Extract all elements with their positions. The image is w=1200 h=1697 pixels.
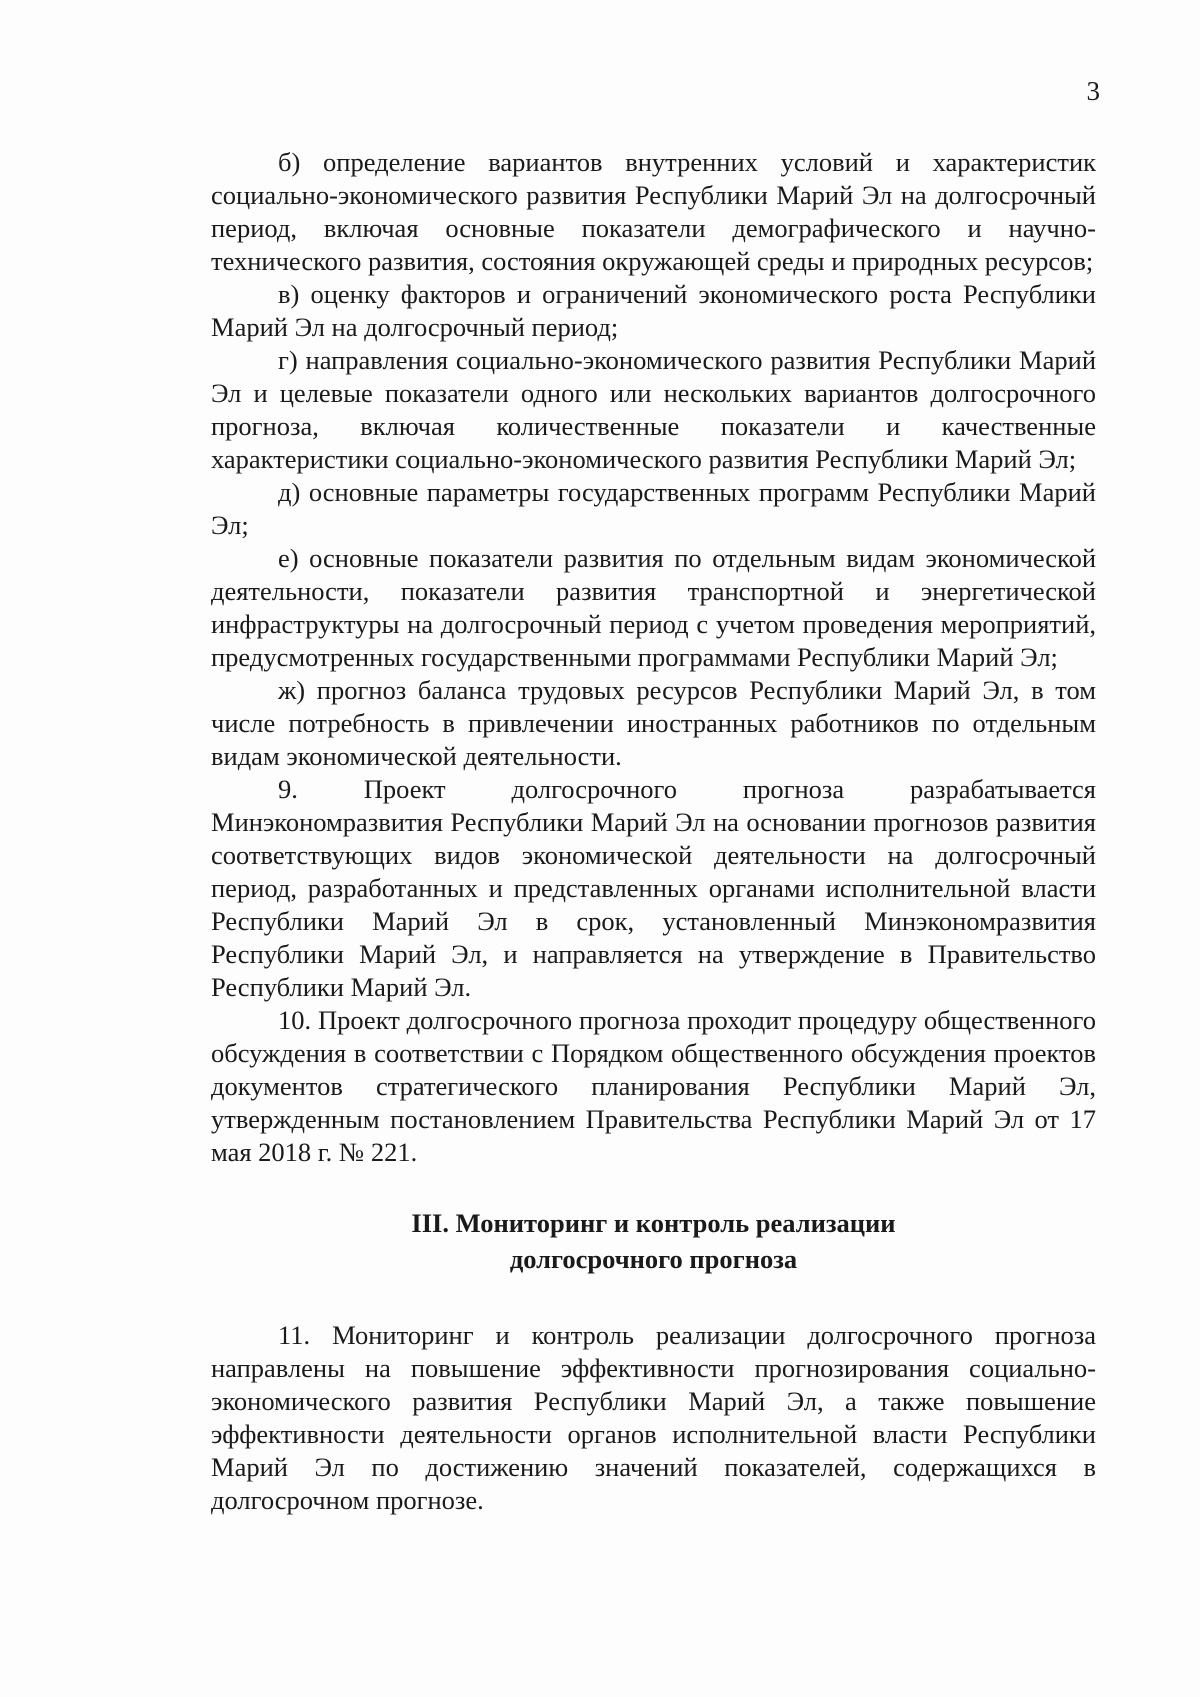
section-heading-line-2: долгосрочного прогноза — [509, 1244, 798, 1274]
paragraph-v: в) оценку факторов и ограничений экономического роста Республики Марий Эл на долгосрочный период; — [211, 279, 1096, 342]
paragraph-10: 10. Проект долгосрочного прогноза проходит процедуру общественного обсуждения в соответствии с Порядком общественного обсуждения проектов документов стратегического планирования Республики Марий Эл, утвержденным постановлением Правительства Республики Марий Эл от 17 мая 2018 г. № 221. — [211, 1005, 1096, 1167]
paragraph-11: 11. Мониторинг и контроль реализации долгосрочного прогноза направлены на повышение эффективности прогнозирования социально-экономического развития Республики Марий Эл, а также повышение эффективности деятельности органов исполнительной власти Республики Марий Эл по достижению значений показателей, содержащихся в долгосрочном прогнозе. — [211, 1320, 1096, 1515]
page-number: 3 — [1086, 76, 1100, 106]
section-heading-line-1: III. Мониторинг и контроль реализации — [411, 1208, 896, 1238]
paragraph-e: е) основные показатели развития по отдельным видам экономической деятельности, показатели развития транспортной и энергетической инфраструктуры на долгосрочный период с учетом проведения мероприятий, предусмотренных государственными программами Республики Марий Эл; — [211, 543, 1096, 672]
document-body — [211, 146, 1096, 1517]
section-spacer — [211, 1277, 1096, 1319]
paragraph-g: г) направления социально-экономического развития Республики Марий Эл и целевые показатели одного или нескольких вариантов долгосрочного прогноза, включая количественные показатели и качественные характеристики социально-экономического развития Республики Марий Эл; — [211, 345, 1096, 474]
paragraph-b: б) определение вариантов внутренних условий и характеристик социально-экономического развития Республики Марий Эл на долгосрочный период, включая основные показатели демографического и научно-технического развития, состояния окружающей среды и природных ресурсов; — [211, 147, 1096, 276]
paragraph-9: 9. Проект долгосрочного прогноза разрабатывается Минэкономразвития Республики Марий Эл на основании прогнозов развития соответствующих видов экономической деятельности на долгосрочный период, разработанных и представленных органами исполнительной власти Республики Марий Эл в срок, установленный Минэкономразвития Республики Марий Эл, и направляется на утверждение в Правительство Республики Марий Эл. — [211, 774, 1096, 1002]
section-heading — [211, 1205, 1096, 1277]
paragraph-d: д) основные параметры государственных программ Республики Марий Эл; — [211, 477, 1096, 540]
paragraph-zh: ж) прогноз баланса трудовых ресурсов Республики Марий Эл, в том числе потребность в привлечении иностранных работников по отдельным видам экономической деятельности. — [211, 675, 1096, 771]
